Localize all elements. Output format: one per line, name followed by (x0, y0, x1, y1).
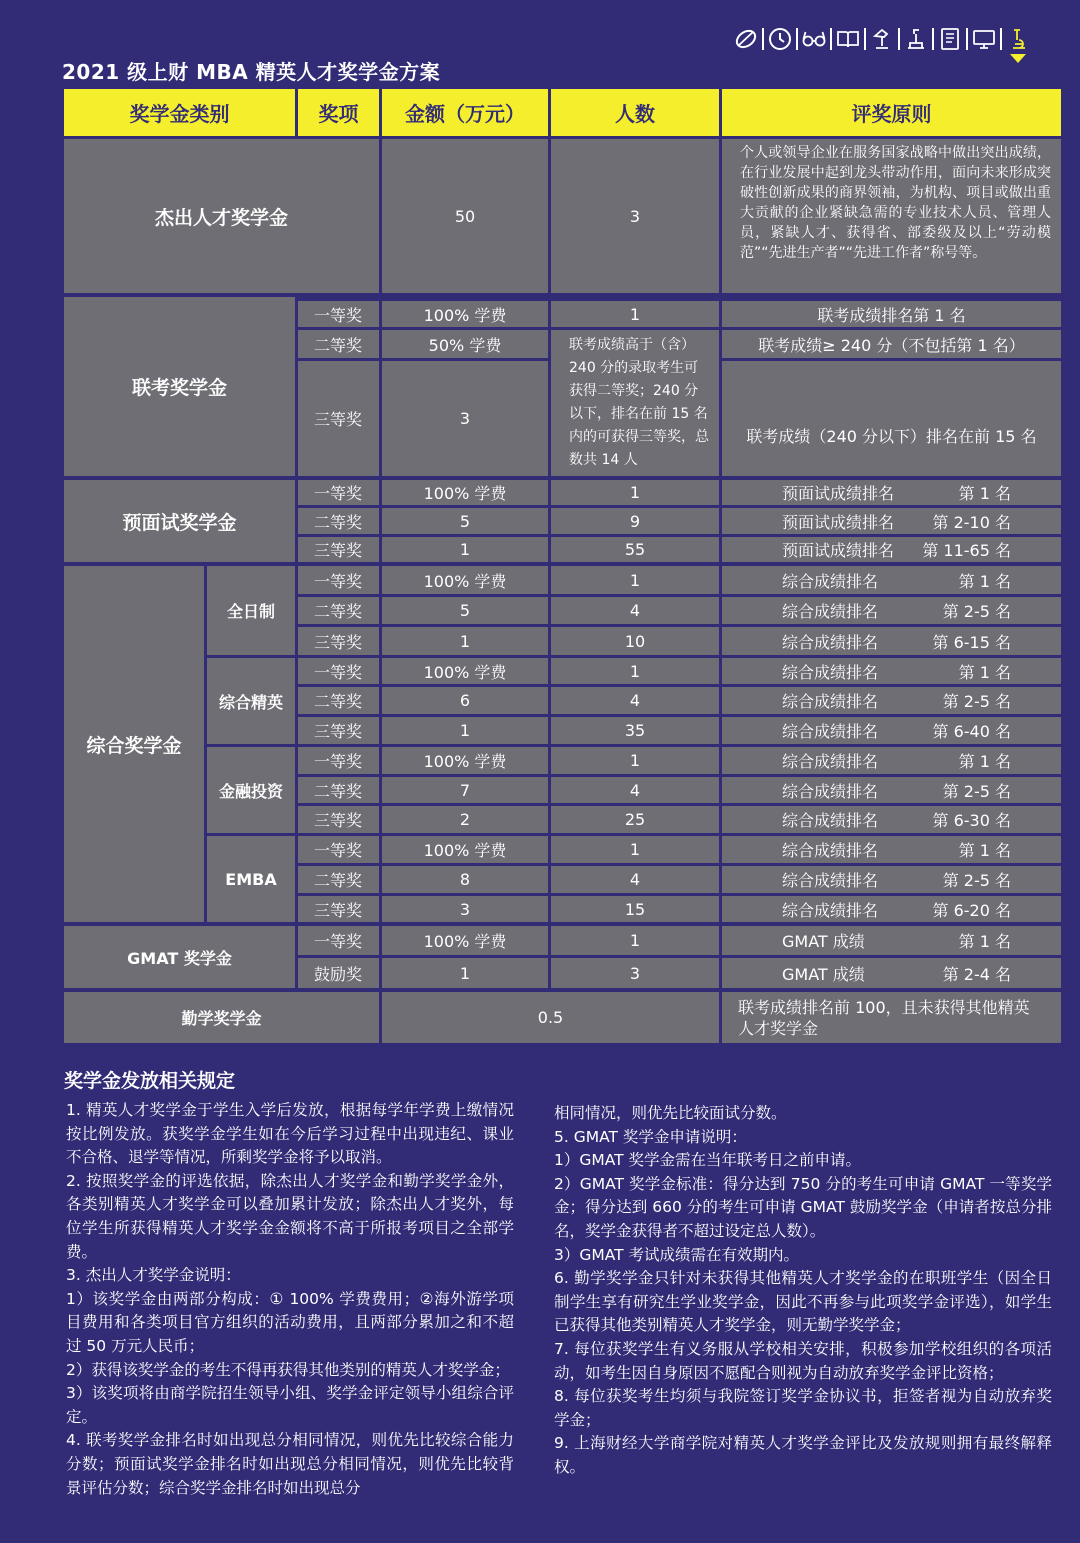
rule-label: 综合成绩排名 (782, 752, 879, 771)
microscope-icon[interactable] (1006, 27, 1030, 51)
rule-rank: 第 1 名 (958, 571, 1011, 591)
amount-cell: 6 (382, 687, 548, 714)
rule-rank: 第 6-15 名 (932, 632, 1011, 652)
rules-right-column (554, 1102, 1052, 1480)
rule-rank: 第 2-5 名 (942, 602, 1011, 621)
rule-paragraph: 9. 上海财经大学商学院对精英人才奖学金评比及发放规则拥有最终解释权。 (554, 1434, 1052, 1476)
amount-cell: 1 (382, 958, 548, 988)
count-cell: 10 (551, 627, 719, 655)
rule-label: 综合成绩排名 (782, 662, 879, 682)
count-cell: 1 (551, 301, 719, 327)
amount-cell: 100% 学费 (382, 658, 548, 684)
glasses-icon[interactable] (802, 27, 826, 51)
count-cell: 15 (551, 896, 719, 922)
amount-cell: 1 (382, 627, 548, 655)
count-note-cell: 联考成绩高于（含）240 分的录取考生可获得二等奖；240 分以下，排名在前 15 名内的可获得三等奖，总数共 14 人 (551, 330, 719, 476)
award-level: 一等奖 (298, 658, 379, 684)
rule-label: 综合成绩排名 (782, 632, 879, 652)
amount-cell: 100% 学费 (382, 480, 548, 505)
rule-cell (722, 806, 1061, 833)
rule-paragraph: 3）该奖项将由商学院招生领导小组、奖学金评定领导小组综合评定。 (66, 1384, 514, 1426)
amount-cell: 100% 学费 (382, 747, 548, 774)
amount-cell: 100% 学费 (382, 836, 548, 863)
count-cell: 3 (551, 139, 719, 293)
rule-cell (722, 537, 1061, 562)
rule-rank: 第 1 名 (958, 841, 1011, 860)
count-cell: 35 (551, 717, 719, 744)
amount-cell: 100% 学费 (382, 301, 548, 327)
rule-cell (722, 627, 1061, 655)
rule-cell: 个人或领导企业在服务国家战略中做出突出成绩，在行业发展中起到龙头带动作用，面向未来形成突破性创新成果的商界领袖，为机构、项目或做出重大贡献的企业紧缺急需的专业技术人员、管理人员，紧缺人才、获得省、部委级及以上“劳动模范”“先进生产者”“先进工作者”称号等。 (722, 139, 1061, 293)
count-cell: 1 (551, 480, 719, 505)
rule-cell (722, 597, 1061, 624)
rule-rank: 第 2-5 名 (942, 781, 1011, 801)
rule-paragraph: 7. 每位获奖学生有义务服从学校相关安排，积极参加学校组织的各项活动，如考生因自身原因不愿配合则视为自动放弃奖学金评比资格； (554, 1339, 1052, 1382)
count-cell: 1 (551, 926, 719, 955)
rule-label: 综合成绩排名 (782, 571, 879, 591)
award-level: 二等奖 (298, 330, 379, 358)
award-level: 三等奖 (298, 361, 379, 476)
rule-label: 预面试成绩排名 (782, 484, 895, 503)
rule-label: 综合成绩排名 (782, 602, 879, 621)
rule-paragraph: 1. 精英人才奖学金于学生入学后发放，根据每学年学费上缴情况按比例发放。获奖学金学生如在今后学习过程中出现违纪、课业不合格、退学等情况，所剩奖学金将予以取消。 (66, 1101, 514, 1167)
header-rule: 评奖原则 (722, 89, 1061, 136)
notebook-icon[interactable] (938, 27, 962, 51)
award-level: 二等奖 (298, 597, 379, 624)
award-level: 三等奖 (298, 896, 379, 922)
award-level: 一等奖 (298, 836, 379, 863)
rule-paragraph: 6. 勤学奖学金只针对未获得其他精英人才奖学金的在职班学生（因全日制学生享有研究生学业奖学金，因此不再参与此项奖学金评选），如学生已获得其他类别精英人才奖学金，则无勤学奖学金； (554, 1269, 1052, 1335)
rule-cell (722, 866, 1061, 893)
count-cell: 4 (551, 687, 719, 714)
rule-cell (722, 926, 1061, 955)
group-fulltime: 全日制 (207, 566, 295, 655)
award-level: 一等奖 (298, 926, 379, 955)
count-cell: 9 (551, 508, 719, 534)
amount-cell: 3 (382, 896, 548, 922)
rule-rank: 第 1 名 (958, 484, 1011, 503)
rule-label: 预面试成绩排名 (782, 512, 895, 532)
rule-label: 预面试成绩排名 (782, 541, 895, 560)
rule-paragraph: 1）该奖学金由两部分构成：① 100% 学费费用；②海外游学项目费用和各类项目官方组织的活动费用，且两部分累加之和不超过 50 万元人民币； (66, 1289, 514, 1355)
amount-cell: 50% 学费 (382, 330, 548, 358)
group-finance: 金融投资 (207, 747, 295, 833)
award-level: 一等奖 (298, 301, 379, 327)
award-level: 二等奖 (298, 687, 379, 714)
count-cell: 4 (551, 866, 719, 893)
active-tab-indicator (1006, 27, 1030, 51)
count-cell: 1 (551, 566, 719, 594)
rule-label: 综合成绩排名 (782, 900, 879, 920)
rule-rank: 第 1 名 (958, 662, 1011, 682)
header-category: 奖学金类别 (64, 89, 295, 136)
category-outstanding: 杰出人才奖学金 (64, 139, 379, 293)
icon-nav (734, 18, 1034, 60)
lamp-icon[interactable] (870, 27, 894, 51)
amount-cell: 0.5 (382, 992, 719, 1043)
count-cell: 4 (551, 777, 719, 803)
category-gmat: GMAT 奖学金 (64, 926, 295, 988)
count-cell: 3 (551, 958, 719, 988)
award-level: 一等奖 (298, 747, 379, 774)
count-cell: 1 (551, 747, 719, 774)
rule-cell: 联考成绩排名前 100，且未获得其他精英人才奖学金 (722, 992, 1061, 1043)
header-count: 人数 (551, 89, 719, 136)
count-cell: 55 (551, 537, 719, 562)
book-icon[interactable] (836, 27, 860, 51)
rule-paragraph: 2）GMAT 奖学金标准：得分达到 750 分的考生可申请 GMAT 一等奖学金；得分达到 660 分的考生可申请 GMAT 鼓励奖学金（申请者按总分排名，奖学金获得者不超过设定总人数）。 (554, 1174, 1053, 1240)
category-pre-interview: 预面试奖学金 (64, 480, 295, 562)
rule-label: GMAT 成绩 (782, 964, 865, 984)
rule-rank: 第 2-5 名 (942, 692, 1011, 711)
rule-rank: 第 1 名 (958, 932, 1011, 951)
amount-cell: 1 (382, 717, 548, 744)
rule-paragraph: 相同情况，则优先比较面试分数。 (554, 1104, 787, 1122)
leaf-icon[interactable] (734, 27, 758, 51)
rule-cell (722, 480, 1061, 505)
rule-cell: 联考成绩（240 分以下）排名在前 15 名 (722, 361, 1061, 476)
amount-cell: 8 (382, 866, 548, 893)
rule-paragraph: 8. 每位获奖考生均须与我院签订奖学金协议书，拒签者视为自动放弃奖学金； (554, 1387, 1052, 1429)
monitor-icon[interactable] (972, 27, 996, 51)
clock-icon[interactable] (768, 27, 792, 51)
rules-title: 奖学金发放相关规定 (64, 1070, 236, 1092)
award-level: 一等奖 (298, 480, 379, 505)
award-level: 二等奖 (298, 866, 379, 893)
rule-rank: 第 2-10 名 (932, 512, 1011, 532)
amount-cell: 50 (382, 139, 548, 293)
rule-label: 综合成绩排名 (782, 692, 879, 711)
award-level: 二等奖 (298, 508, 379, 534)
rule-cell (722, 687, 1061, 714)
group-elite: 综合精英 (207, 658, 295, 744)
chemistry-icon[interactable] (904, 27, 928, 51)
rule-label: GMAT 成绩 (782, 932, 865, 951)
amount-cell: 3 (382, 361, 548, 476)
count-cell: 4 (551, 597, 719, 624)
rule-rank: 第 2-4 名 (942, 964, 1011, 984)
rule-rank: 第 11-65 名 (922, 541, 1011, 560)
award-level: 三等奖 (298, 537, 379, 562)
indicator-triangle-icon (1010, 54, 1026, 63)
award-level: 二等奖 (298, 777, 379, 803)
rule-rank: 第 6-20 名 (932, 900, 1011, 920)
award-level: 三等奖 (298, 627, 379, 655)
header-amount: 金额（万元） (382, 89, 548, 136)
rule-label: 综合成绩排名 (782, 781, 879, 801)
header-award: 奖项 (298, 89, 379, 136)
category-diligence: 勤学奖学金 (64, 992, 379, 1043)
group-emba: EMBA (207, 836, 295, 922)
count-cell: 25 (551, 806, 719, 833)
rule-paragraph: 2. 按照奖学金的评选依据，除杰出人才奖学金和勤学奖学金外，各类别精英人才奖学金可以叠加累计发放；除杰出人才奖外，每位学生所获得精英人才奖学金金额将不高于所报考项目之全部学费。 (66, 1171, 514, 1261)
count-cell: 1 (551, 836, 719, 863)
rule-label: 综合成绩排名 (782, 811, 879, 830)
rule-label: 综合成绩排名 (782, 841, 879, 860)
rule-paragraph: 5. GMAT 奖学金申请说明： (554, 1127, 747, 1146)
rule-label: 综合成绩排名 (782, 871, 879, 890)
category-comprehensive: 综合奖学金 (64, 566, 204, 922)
rule-cell (722, 777, 1061, 803)
rule-cell: 联考成绩≥ 240 分（不包括第 1 名） (722, 330, 1061, 358)
count-cell: 1 (551, 658, 719, 684)
category-joint-exam: 联考奖学金 (64, 297, 295, 476)
award-level: 三等奖 (298, 717, 379, 744)
rule-cell (722, 896, 1061, 922)
amount-cell: 100% 学费 (382, 566, 548, 594)
award-level: 鼓励奖 (298, 958, 379, 988)
amount-cell: 5 (382, 597, 548, 624)
rule-rank: 第 2-5 名 (942, 871, 1011, 890)
rule-rank: 第 6-40 名 (932, 722, 1011, 741)
rule-cell (722, 566, 1061, 594)
rule-cell (722, 508, 1061, 534)
award-level: 三等奖 (298, 806, 379, 833)
rule-rank: 第 6-30 名 (932, 811, 1011, 830)
rule-cell (722, 717, 1061, 744)
rule-cell (722, 747, 1061, 774)
amount-cell: 100% 学费 (382, 926, 548, 955)
rule-label: 综合成绩排名 (782, 722, 879, 741)
rule-paragraph: 3）GMAT 考试成绩需在有效期内。 (554, 1245, 800, 1264)
rule-paragraph: 2）获得该奖学金的考生不得再获得其他类别的精英人才奖学金； (66, 1360, 510, 1379)
rule-cell: 联考成绩排名第 1 名 (722, 301, 1061, 327)
amount-cell: 7 (382, 777, 548, 803)
rule-cell (722, 958, 1061, 988)
rule-paragraph: 4. 联考奖学金排名时如出现总分相同情况，则优先比较综合能力分数；预面试奖学金排名时如出现总分相同情况，则优先比较背景评估分数；综合奖学金排名时如出现总分 (66, 1431, 514, 1497)
rule-cell (722, 836, 1061, 863)
rule-paragraph: 1）GMAT 奖学金需在当年联考日之前申请。 (554, 1151, 862, 1170)
rule-rank: 第 1 名 (958, 752, 1011, 771)
award-level: 一等奖 (298, 566, 379, 594)
page-title: 2021 级上财 MBA 精英人才奖学金方案 (62, 60, 441, 84)
rules-left-column (66, 1099, 514, 1500)
amount-cell: 5 (382, 508, 548, 534)
amount-cell: 2 (382, 806, 548, 833)
amount-cell: 1 (382, 537, 548, 562)
rule-paragraph: 3. 杰出人才奖学金说明： (66, 1266, 241, 1285)
rule-cell (722, 658, 1061, 684)
